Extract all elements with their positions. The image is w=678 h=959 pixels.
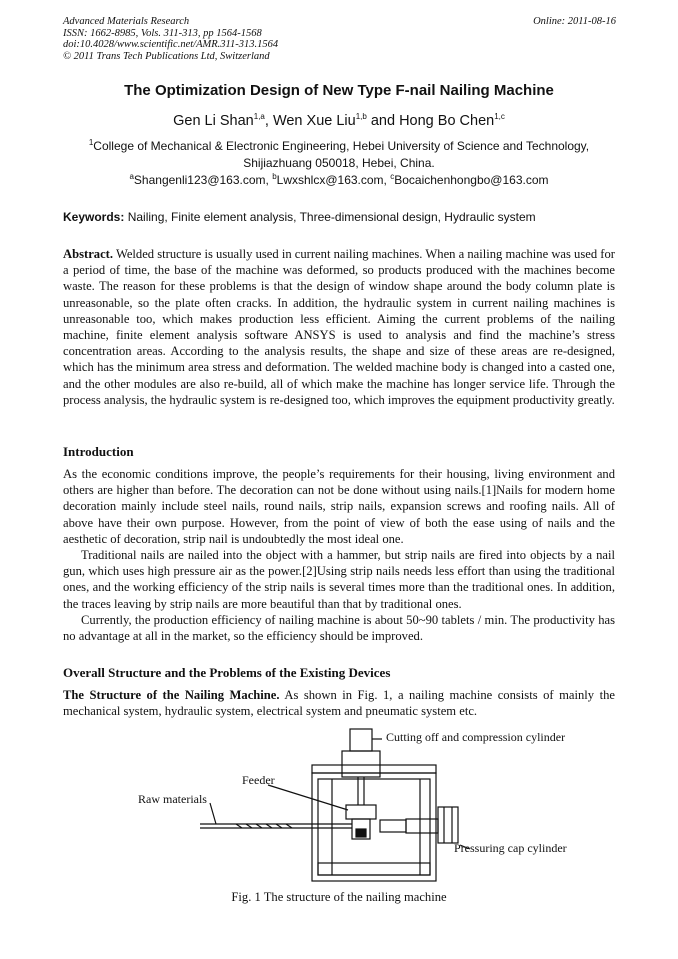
structure-text: As shown in Fig. 1, a nailing machine consists of mainly the mechanical system, hydraulic system, electrical system and pneumatic system etc.	[63, 688, 615, 719]
abstract-label: Abstract.	[63, 247, 114, 261]
nailing-machine-diagram	[0, 725, 678, 885]
figure-1	[0, 725, 678, 915]
author-sup: 1,a	[253, 112, 265, 122]
intro-paragraph-2: Traditional nails are nailed into the object with a hammer, but strip nails are fired into objects by a nail gun, which uses high pressure air as the power.[2]Using strip nails needs less effort than using the traditional ones, and the working efficiency of the strip nails is several times more than the traditional ones. In addition, the traces leaving by strip nails are more beautiful than that by traditional ones.	[63, 548, 615, 611]
online-date: Online: 2011-08-16	[533, 16, 616, 27]
label-pressuring-cylinder: Pressuring cap cylinder	[454, 841, 567, 855]
affiliation-sup: 1	[88, 138, 94, 147]
author-name: Hong Bo Chen	[399, 113, 495, 129]
abstract	[63, 246, 615, 408]
intro-paragraph-1: As the economic conditions improve, the people’s requirements for their housing, living environment and others are higher than before. The decoration can not be done without using nails.[1]Nails for modern home decoration mainly include steel nails, round nails, strip nails, expansion screws and roofing nails. All of above have their own purpose. However, from the point of view of both the ease using of nails and the aesthetic of decoration, strip nail is undoubtedly the most ideal one.	[63, 467, 615, 546]
punch-block	[346, 805, 376, 819]
affiliation	[60, 138, 618, 172]
affiliation-line-1: College of Mechanical & Electronic Engineering, Hebei University of Science and Technology,	[93, 139, 590, 153]
paper-title: The Optimization Design of New Type F-nail Nailing Machine	[124, 82, 554, 99]
label-cutting-cylinder: Cutting off and compression cylinder	[386, 730, 566, 744]
label-feeder: Feeder	[242, 773, 275, 787]
copyright-line: © 2011 Trans Tech Publications Ltd, Switzerland	[63, 50, 270, 62]
machine-base	[318, 863, 430, 875]
author-sup: 1,c	[494, 112, 505, 122]
pressuring-rod	[406, 819, 438, 833]
journal-name: Advanced Materials Research	[63, 16, 190, 27]
email-address[interactable]: Bocaichenhongbo@163.com	[394, 173, 549, 187]
intro-paragraph-3: Currently, the production efficiency of nailing machine is about 50~90 tablets / min. The productivity has no advantage at all in the market, so the efficiency should be improved.	[63, 613, 615, 644]
author-name: Wen Xue Liu	[272, 113, 356, 129]
machine-frame	[312, 773, 436, 881]
issn-line: ISSN: 1662-8985, Vols. 311-313, pp 1564-1568	[63, 27, 262, 39]
pressuring-cylinder-body	[438, 807, 458, 843]
keywords	[63, 210, 536, 224]
structure-subheading: The Structure of the Nailing Machine.	[63, 688, 280, 702]
email-sup: c	[390, 172, 395, 181]
pusher-rod	[380, 820, 406, 832]
affiliation-line-2: Shijiazhuang 050018, Hebei, China.	[243, 156, 435, 170]
frame-top	[312, 765, 436, 773]
email-address[interactable]: Lwxshlcx@163.com	[276, 173, 384, 187]
email-sup: a	[129, 172, 134, 181]
author-name: Gen Li Shan	[173, 113, 254, 129]
email-list: $^a$Shangenli123@163.com, $^b$Lwxshlcx@163.com, $^c$Bocaichenhongbo@163.com	[129, 172, 549, 187]
overall-structure-heading: Overall Structure and the Problems of the Existing Devices	[63, 665, 391, 680]
author-sup: 1,b	[355, 112, 367, 122]
cylinder-cap	[350, 729, 372, 751]
author-list: Gen Li Shan$^{1,a}$, Wen Xue Liu$^{1,b}$ and Hong Bo Chen$^{1,c}$	[173, 112, 505, 129]
journal-header	[63, 16, 278, 62]
keywords-text: Nailing, Finite element analysis, Three-dimensional design, Hydraulic system	[127, 210, 536, 224]
structure-paragraph	[63, 687, 615, 719]
figure-caption: Fig. 1 The structure of the nailing machine	[231, 890, 447, 904]
email-sup: b	[272, 172, 277, 181]
doi-line: doi:10.4028/www.scientific.net/AMR.311-313.1564	[63, 39, 279, 50]
keywords-label: Keywords:	[63, 210, 125, 224]
label-raw-materials: Raw materials	[138, 792, 207, 806]
introduction-heading: Introduction	[63, 444, 134, 459]
abstract-text: Welded structure is usually used in current nailing machines. When a nailing machine was used for a period of time, the base of the machine was deformed, so products produced with the machines become waste. The reason for these problems is that the design of window shape around the body column plate is unreasonable, so the plate often cracks. In addition, the hydraulic system in current nailing machines is unreasonable too, which makes production less efficient. Aiming the current problems of the nailing machine, finite element analysis software ANSYS is used to analysis and find the machine’s stress concentration areas. According to the analysis results, the shape and size of these areas are re-designed, which has the minimum area stress and deformation. The welded machine body is changed into a casted one, and the other modules are also re-build, all of which make the machine has longer service life. Through the process analysis, the hydraulic system is re-designed too, which improves the equipment productivity greatly.	[63, 247, 615, 407]
email-address[interactable]: Shangenli123@163.com	[133, 173, 266, 187]
